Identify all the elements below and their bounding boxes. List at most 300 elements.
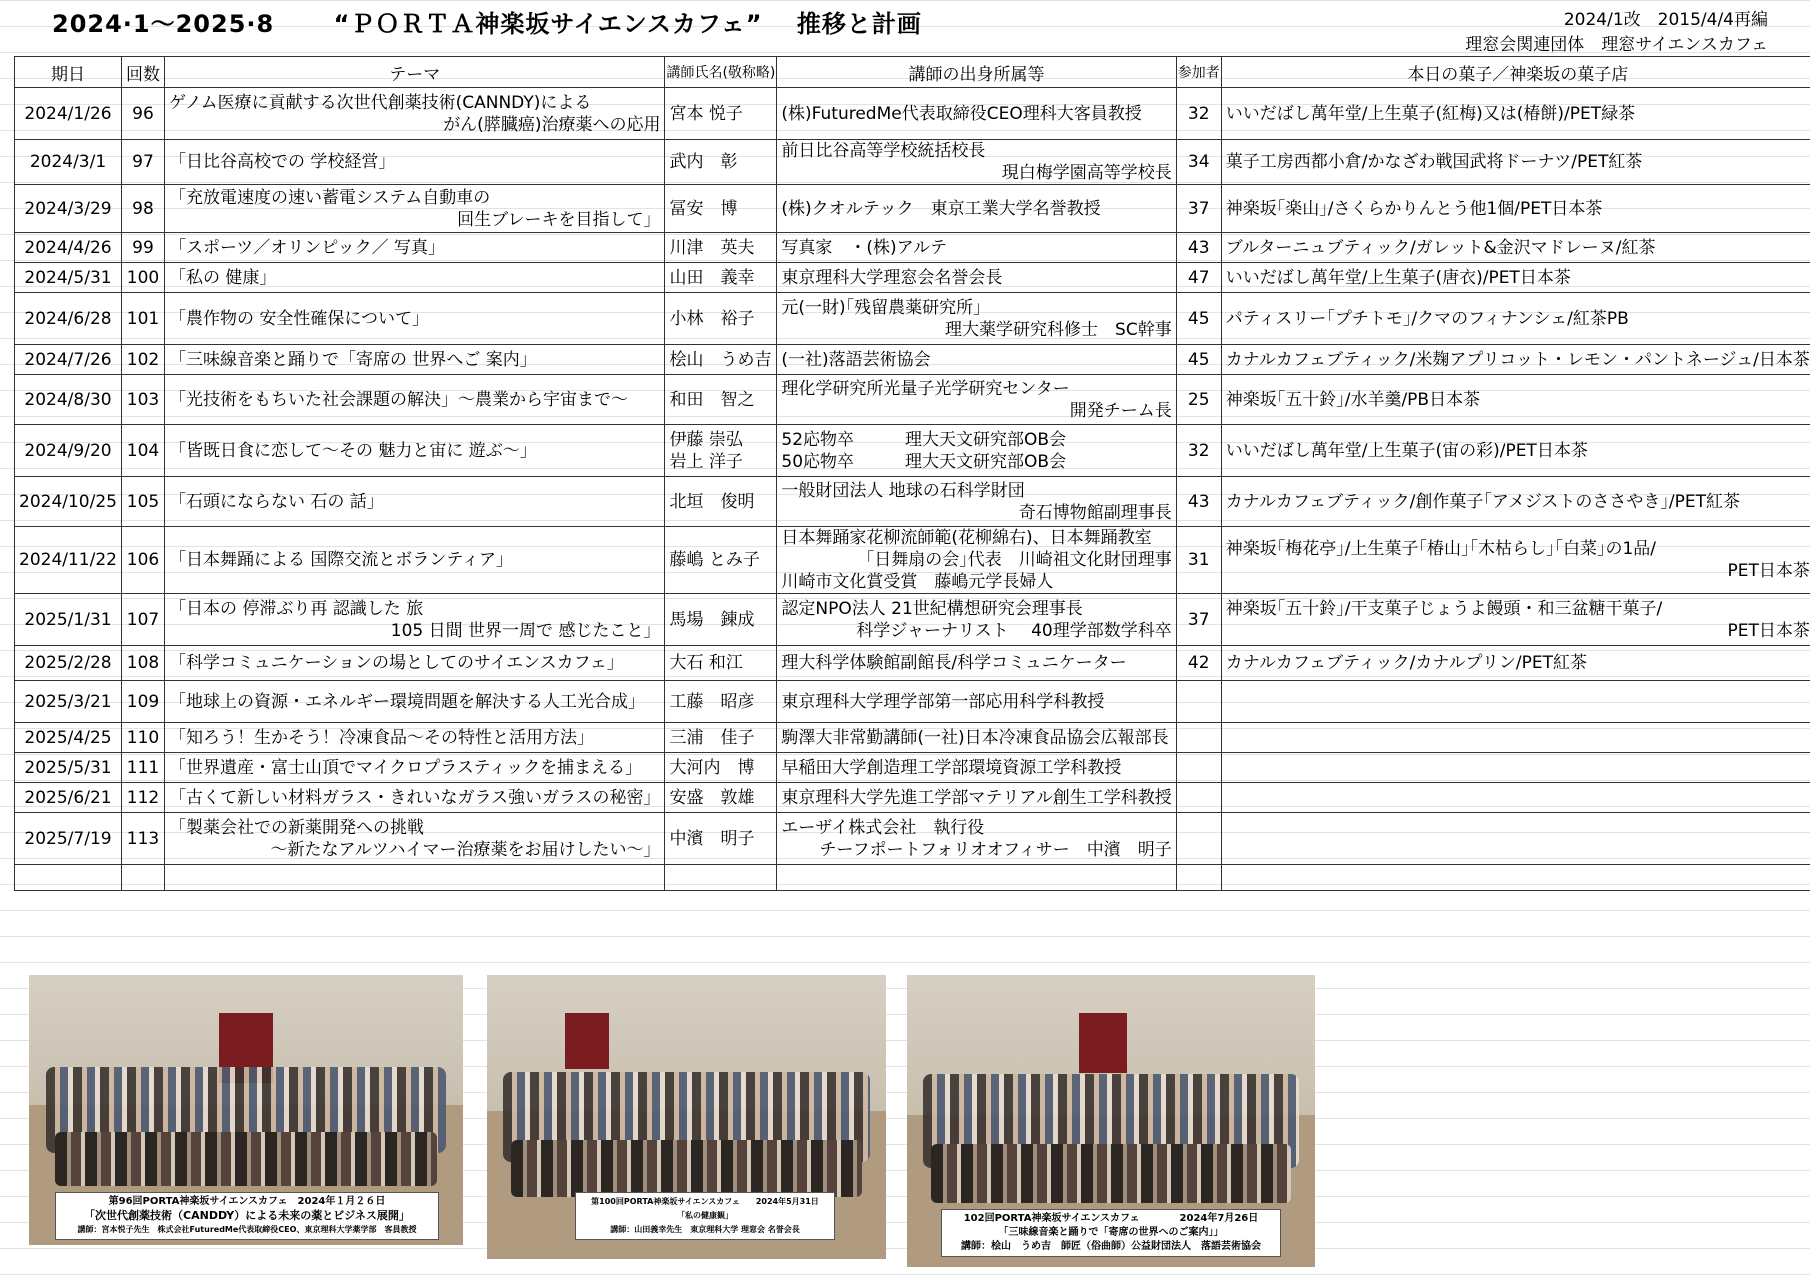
cell-date xyxy=(15,753,122,783)
cell-attendees-line: 43 xyxy=(1187,491,1210,512)
cell-number xyxy=(121,783,164,813)
cell-date xyxy=(15,594,122,646)
cell-lecturer xyxy=(665,185,777,233)
cell-lecturer-line: 伊藤 崇弘 xyxy=(669,429,743,450)
cell-date-line: 2024/8/30 xyxy=(24,389,112,410)
empty-cell xyxy=(665,865,777,891)
cell-sweets xyxy=(1221,185,1810,233)
cell-sweets xyxy=(1221,233,1810,263)
cell-date-line: 2024/1/26 xyxy=(24,103,112,124)
cell-lecturer-line: 工藤 昭彦 xyxy=(669,691,755,712)
photo-strip xyxy=(0,975,1810,1275)
cell-affiliation-line: 東京理科大学理窓会名誉会長 xyxy=(781,267,1003,288)
cell-affiliation xyxy=(777,723,1176,753)
cell-attendees xyxy=(1176,681,1221,723)
cell-number-line: 102 xyxy=(126,349,160,370)
cell-date-line: 2025/5/31 xyxy=(24,757,112,778)
cell-theme-line: 「科学コミュニケーションの場としてのサイエンスカフェ」 xyxy=(168,653,624,673)
cell-date xyxy=(15,723,122,753)
cell-theme-line: 「日比谷高校での 学校経営」 xyxy=(168,152,396,172)
cell-date-line: 2024/3/29 xyxy=(24,198,112,219)
cell-sweets xyxy=(1221,345,1810,375)
cell-attendees xyxy=(1176,263,1221,293)
col-header-sweets: 本日の菓子／神楽坂の菓子店 xyxy=(1221,57,1810,88)
cell-date-line: 2024/4/26 xyxy=(24,237,112,258)
cell-number xyxy=(121,477,164,527)
cell-theme xyxy=(164,813,664,865)
cell-number-line: 106 xyxy=(126,550,160,570)
revision-date: 2024/1改 2015/4/4再編 xyxy=(1563,10,1768,30)
cell-attendees xyxy=(1176,293,1221,345)
cell-sweets xyxy=(1221,723,1810,753)
cell-affiliation-line: (一社)落語芸術協会 xyxy=(781,349,931,370)
cell-lecturer xyxy=(665,233,777,263)
cell-lecturer-line: 藤嶋 とみ子 xyxy=(669,550,760,570)
empty-cell xyxy=(15,865,122,891)
table-row xyxy=(15,375,1810,425)
cell-affiliation-line: 科学ジャーナリスト 40理学部数学科卒 xyxy=(856,620,1172,641)
cell-sweets xyxy=(1221,813,1810,865)
table-row xyxy=(15,140,1810,185)
cell-date xyxy=(15,527,122,594)
cell-sweets-line: ブルターニュブティック/ガレット&金沢マドレーヌ/紅茶 xyxy=(1225,237,1656,258)
cell-sweets xyxy=(1221,681,1810,723)
cell-lecturer xyxy=(665,594,777,646)
cell-affiliation-line: ｢日舞扇の会｣代表 川崎祖文化財団理事 xyxy=(865,550,1172,570)
cell-sweets-line: カナルカフェブティック/創作菓子｢アメジストのささやき｣/PET紅茶 xyxy=(1225,491,1740,512)
cell-date-line: 2024/3/1 xyxy=(29,152,107,172)
cell-affiliation xyxy=(777,375,1176,425)
cell-date-line: 2024/7/26 xyxy=(24,349,112,370)
cell-affiliation xyxy=(777,753,1176,783)
cell-sweets-line: PET日本茶 xyxy=(1727,620,1810,641)
cell-attendees xyxy=(1176,646,1221,681)
cell-affiliation xyxy=(777,477,1176,527)
cell-affiliation-line: 50応物卒 理大天文研究部OB会 xyxy=(781,451,1067,472)
cell-sweets-line: 神楽坂｢楽山｣/さくらかりんとう他1個/PET日本茶 xyxy=(1225,198,1603,219)
cell-lecturer xyxy=(665,783,777,813)
caption-line: 講師：宮本悦子先生 株式会社FuturedMe代表取締役CEO、東京理科大学薬学部 客員教授 xyxy=(77,1225,417,1234)
cell-theme xyxy=(164,425,664,477)
cell-date xyxy=(15,813,122,865)
col-header-affiliation: 講師の出身所属等 xyxy=(777,57,1176,88)
organization: 理窓会関連団体 理窓サイエンスカフェ xyxy=(1465,35,1768,55)
cell-lecturer-line: 大石 和江 xyxy=(669,653,743,673)
cell-sweets-line: 神楽坂｢梅花亭｣/上生菓子｢椿山｣｢木枯らし｣｢白菜｣の1品/ xyxy=(1225,539,1656,559)
cell-attendees xyxy=(1176,88,1221,140)
cell-affiliation-line: 一般財団法人 地球の石科学財団 xyxy=(781,480,1025,501)
cell-sweets-line: いいだばし萬年堂/上生菓子(唐衣)/PET日本茶 xyxy=(1225,267,1571,288)
cell-number-line: 109 xyxy=(126,691,160,712)
cell-theme xyxy=(164,140,664,185)
col-header-date: 期日 xyxy=(15,57,122,88)
cell-theme-line: ゲノム医療に貢献する次世代創薬技術(CANNDY)による xyxy=(168,92,592,113)
cell-theme xyxy=(164,723,664,753)
cell-number-line: 104 xyxy=(126,440,160,461)
col-header-number: 回数 xyxy=(121,57,164,88)
cell-number xyxy=(121,140,164,185)
cell-date xyxy=(15,345,122,375)
cell-lecturer xyxy=(665,345,777,375)
table-row xyxy=(15,527,1810,594)
cell-theme xyxy=(164,233,664,263)
cell-affiliation-line: 前日比谷高等学校統括校長 xyxy=(781,141,986,161)
cell-sweets-line: 菓子工房西都小倉/かなざわ戦国武将ドーナツ/PET紅茶 xyxy=(1225,152,1643,172)
cell-affiliation xyxy=(777,425,1176,477)
cell-attendees xyxy=(1176,477,1221,527)
cell-theme-line: 「製薬会社での新薬開発への挑戦 xyxy=(168,817,424,838)
cell-lecturer xyxy=(665,293,777,345)
cell-sweets-line: カナルカフェブティック/カナルプリン/PET紅茶 xyxy=(1225,653,1587,673)
cell-lecturer-line: 冨安 博 xyxy=(669,198,738,219)
cell-number xyxy=(121,375,164,425)
cell-lecturer xyxy=(665,263,777,293)
banner-flag xyxy=(1079,1013,1127,1073)
cell-number xyxy=(121,646,164,681)
cell-attendees-line: 42 xyxy=(1187,653,1210,673)
cell-theme-line: 「日本の 停滞ぶり再 認識した 旅 xyxy=(168,598,424,619)
cell-affiliation-line: 東京理科大学先進工学部マテリアル創生工学科教授 xyxy=(781,787,1172,808)
cell-lecturer xyxy=(665,646,777,681)
cell-lecturer-line: 中濱 明子 xyxy=(669,828,755,849)
table-row xyxy=(15,594,1810,646)
cell-sweets xyxy=(1221,140,1810,185)
crowd-front-row xyxy=(931,1144,1290,1202)
table-row xyxy=(15,185,1810,233)
cell-affiliation-line: 認定NPO法人 21世紀構想研究会理事長 xyxy=(781,598,1083,619)
cell-affiliation-line: 日本舞踊家花柳流師範(花柳綿右)、日本舞踊教室 xyxy=(781,528,1152,548)
cell-sweets xyxy=(1221,527,1810,594)
cell-theme xyxy=(164,293,664,345)
cell-affiliation xyxy=(777,185,1176,233)
cell-lecturer-line: 三浦 佳子 xyxy=(669,727,755,748)
table-row xyxy=(15,263,1810,293)
cell-affiliation-line: (株)FuturedMe代表取締役CEO理科大客員教授 xyxy=(781,103,1142,124)
cell-number xyxy=(121,293,164,345)
empty-cell xyxy=(1221,865,1810,891)
cell-affiliation xyxy=(777,140,1176,185)
cell-sweets xyxy=(1221,425,1810,477)
cell-attendees-line: 25 xyxy=(1187,389,1210,410)
event-photo-100 xyxy=(487,975,886,1259)
cell-number xyxy=(121,233,164,263)
cell-date xyxy=(15,293,122,345)
cell-affiliation-line: 開発チーム長 xyxy=(1069,400,1172,421)
cell-lecturer xyxy=(665,753,777,783)
caption-line: 第96回PORTA神楽坂サイエンスカフェ 2024年１月２６日 xyxy=(108,1196,386,1207)
page-title: 2024·1～2025·8 “ＰＯＲＴＡ神楽坂サイエンスカフェ” 推移と計画 xyxy=(52,10,922,38)
cell-lecturer xyxy=(665,140,777,185)
cell-date xyxy=(15,375,122,425)
cell-theme xyxy=(164,783,664,813)
cell-attendees xyxy=(1176,723,1221,753)
cell-lecturer xyxy=(665,88,777,140)
photo-caption xyxy=(941,1209,1281,1257)
cell-lecturer xyxy=(665,723,777,753)
cell-attendees-line: 32 xyxy=(1187,440,1210,461)
cell-theme-line: 回生ブレーキを目指して」 xyxy=(457,209,661,230)
cell-sweets xyxy=(1221,594,1810,646)
cell-theme-line: 「光技術をもちいた社会課題の解決」～農業から宇宙まで～ xyxy=(168,389,628,410)
cell-theme-line: 「私の 健康」 xyxy=(168,267,277,288)
cell-date-line: 2025/6/21 xyxy=(24,787,112,808)
cell-lecturer-line: 大河内 博 xyxy=(669,757,755,778)
table-row xyxy=(15,753,1810,783)
cell-date xyxy=(15,477,122,527)
cell-date-line: 2024/6/28 xyxy=(24,308,112,329)
cell-lecturer-line: 宮本 悦子 xyxy=(669,103,743,124)
cell-date xyxy=(15,88,122,140)
cell-number xyxy=(121,263,164,293)
col-header-attendees: 参加者 xyxy=(1176,57,1221,88)
cell-lecturer xyxy=(665,375,777,425)
cell-theme xyxy=(164,375,664,425)
cell-sweets xyxy=(1221,88,1810,140)
cell-sweets-line: パティスリー｢プチトモ｣/クマのフィナンシェ/紅茶PB xyxy=(1225,308,1629,329)
cell-attendees xyxy=(1176,375,1221,425)
cell-number-line: 101 xyxy=(126,308,160,329)
cell-affiliation xyxy=(777,813,1176,865)
cell-affiliation-line: 川崎市文化賞受賞 藤嶋元学長婦人 xyxy=(781,572,1054,592)
cell-attendees-line: 47 xyxy=(1187,267,1210,288)
cell-date-line: 2024/9/20 xyxy=(24,440,112,461)
col-header-lecturer: 講師氏名(敬称略) xyxy=(665,57,777,88)
cell-lecturer-line: 桧山 うめ吉 xyxy=(669,349,772,370)
table-row xyxy=(15,425,1810,477)
cell-number xyxy=(121,753,164,783)
cell-number xyxy=(121,425,164,477)
table-row xyxy=(15,681,1810,723)
cell-lecturer xyxy=(665,813,777,865)
cell-attendees-line: 37 xyxy=(1187,609,1210,630)
caption-line: 講師：桧山 うめ吉 師匠（俗曲師）公益財団法人 落語芸術協会 xyxy=(961,1241,1261,1252)
cell-attendees xyxy=(1176,527,1221,594)
cell-date xyxy=(15,681,122,723)
cell-number-line: 113 xyxy=(126,828,160,849)
cell-date-line: 2025/1/31 xyxy=(24,609,112,630)
table-row xyxy=(15,783,1810,813)
cell-attendees xyxy=(1176,425,1221,477)
caption-line: 「私の健康観」 xyxy=(677,1211,733,1220)
table-row xyxy=(15,723,1810,753)
empty-cell xyxy=(164,865,664,891)
cell-date-line: 2025/4/25 xyxy=(24,727,112,748)
cell-date-line: 2025/3/21 xyxy=(24,691,112,712)
cell-sweets xyxy=(1221,783,1810,813)
cell-attendees-line: 45 xyxy=(1187,308,1210,329)
cell-number xyxy=(121,88,164,140)
cell-attendees xyxy=(1176,185,1221,233)
cell-affiliation-line: 駒澤大非常勤講師(一社)日本冷凍食品協会広報部長 xyxy=(781,727,1169,748)
cell-date-line: 2024/10/25 xyxy=(19,491,117,512)
cell-date xyxy=(15,646,122,681)
cell-lecturer xyxy=(665,681,777,723)
cell-theme xyxy=(164,345,664,375)
cell-number-line: 111 xyxy=(126,757,160,778)
cell-theme-line: 105 日間 世界一周で 感じたこと」 xyxy=(390,620,661,641)
cell-sweets xyxy=(1221,753,1810,783)
cell-lecturer xyxy=(665,425,777,477)
cell-number xyxy=(121,527,164,594)
cell-attendees xyxy=(1176,753,1221,783)
cell-theme xyxy=(164,263,664,293)
cell-affiliation xyxy=(777,681,1176,723)
empty-cell xyxy=(777,865,1176,891)
caption-line: 「次世代創薬技術（CANDDY）による未来の薬とビジネス展開」 xyxy=(84,1209,410,1222)
cell-attendees-line: 32 xyxy=(1187,103,1210,124)
empty-cell xyxy=(1176,865,1221,891)
cell-lecturer-line: 安盛 敦雄 xyxy=(669,787,755,808)
cell-theme xyxy=(164,527,664,594)
cell-sweets xyxy=(1221,293,1810,345)
cell-number-line: 97 xyxy=(132,152,154,172)
cell-affiliation-line: (株)クオルテック 東京工業大学名誉教授 xyxy=(781,198,1101,219)
cell-number-line: 99 xyxy=(132,237,154,258)
cell-theme-line: 「スポーツ／オリンピック／ 写真」 xyxy=(168,237,446,258)
cell-number xyxy=(121,723,164,753)
cell-theme-line: 「日本舞踊による 国際交流とボランティア」 xyxy=(168,550,514,570)
col-header-theme: テーマ xyxy=(164,57,664,88)
table-row xyxy=(15,646,1810,681)
crowd-front-row xyxy=(55,1132,437,1186)
cell-number-line: 107 xyxy=(126,609,160,630)
event-photo-96 xyxy=(29,975,463,1245)
cell-number xyxy=(121,345,164,375)
table-row xyxy=(15,477,1810,527)
caption-line: 102回PORTA神楽坂サイエンスカフェ 2024年7月26日 xyxy=(963,1213,1259,1224)
cell-date xyxy=(15,233,122,263)
crowd-front-row xyxy=(511,1140,862,1197)
cell-date xyxy=(15,263,122,293)
cell-number-line: 96 xyxy=(132,103,154,124)
cell-attendees-line: 45 xyxy=(1187,349,1210,370)
cell-date xyxy=(15,185,122,233)
cell-theme-line: 「地球上の資源・エネルギー環境問題を解決する人工光合成」 xyxy=(168,691,645,712)
table-header-row xyxy=(15,57,1810,88)
cell-theme-line: 「世界遺産・富士山頂でマイクロプラスティックを捕まえる」 xyxy=(168,757,643,778)
cell-number-line: 105 xyxy=(126,491,160,512)
cell-number xyxy=(121,813,164,865)
cell-lecturer-line: 北垣 俊明 xyxy=(669,491,755,512)
cell-affiliation-line: 理大科学体験館副館長/科学コミュニケーター xyxy=(781,653,1127,673)
cell-affiliation-line: 写真家 ・(株)アルテ xyxy=(781,237,947,258)
cell-attendees xyxy=(1176,233,1221,263)
cell-affiliation-line: チーフポートフォリオオフィサー 中濱 明子 xyxy=(819,839,1172,860)
cell-sweets-line: いいだばし萬年堂/上生菓子(宙の彩)/PET日本茶 xyxy=(1225,440,1588,461)
schedule-table xyxy=(14,56,1810,891)
cell-affiliation xyxy=(777,783,1176,813)
cell-affiliation-line: エーザイ株式会社 執行役 xyxy=(781,817,985,838)
table-row-empty xyxy=(15,865,1810,891)
event-photo-102 xyxy=(907,975,1315,1267)
cell-lecturer xyxy=(665,477,777,527)
cell-lecturer-line: 岩上 洋子 xyxy=(669,451,743,472)
cell-lecturer-line: 小林 裕子 xyxy=(669,308,755,329)
cell-date xyxy=(15,425,122,477)
cell-sweets xyxy=(1221,263,1810,293)
cell-attendees-line: 43 xyxy=(1187,237,1210,258)
cell-theme-line: 「三味線音楽と踊りで「寄席の 世界へご 案内」 xyxy=(168,349,537,370)
revision-info xyxy=(1465,8,1768,58)
cell-theme-line: 「知ろう！生かそう！冷凍食品～その特性と活用方法」 xyxy=(168,727,594,748)
cell-sweets-line: いいだばし萬年堂/上生菓子(紅梅)又は(椿餅)/PET緑茶 xyxy=(1225,103,1636,124)
cell-theme xyxy=(164,646,664,681)
cell-affiliation-line: 52応物卒 理大天文研究部OB会 xyxy=(781,429,1067,450)
cell-affiliation-line: 理化学研究所光量子光学研究センター xyxy=(781,378,1070,399)
cell-affiliation-line: 奇石博物館副理事長 xyxy=(1018,502,1172,523)
table-row xyxy=(15,293,1810,345)
empty-cell xyxy=(121,865,164,891)
cell-date-line: 2025/7/19 xyxy=(24,828,112,849)
cell-sweets xyxy=(1221,375,1810,425)
cell-affiliation xyxy=(777,345,1176,375)
cell-affiliation-line: 早稲田大学創造理工学部環境資源工学科教授 xyxy=(781,757,1122,778)
cell-lecturer-line: 和田 智之 xyxy=(669,389,755,410)
cell-date-line: 2024/5/31 xyxy=(24,267,112,288)
cell-theme xyxy=(164,477,664,527)
cell-attendees xyxy=(1176,140,1221,185)
cell-theme xyxy=(164,594,664,646)
cell-sweets-line: 神楽坂｢五十鈴｣/干支菓子じょうよ饅頭・和三盆糖干菓子/ xyxy=(1225,598,1663,619)
cell-theme xyxy=(164,681,664,723)
cell-lecturer-line: 川津 英夫 xyxy=(669,237,755,258)
photo-caption xyxy=(575,1192,835,1240)
cell-number-line: 100 xyxy=(126,267,160,288)
cell-affiliation-line: 元(一財)｢残留農薬研究所｣ xyxy=(781,297,982,318)
caption-line: 第100回PORTA神楽坂サイエンスカフェ 2024年5月31日 xyxy=(591,1197,819,1206)
cell-number-line: 108 xyxy=(126,653,160,673)
cell-theme-line: 「充放電速度の速い蓄電システム自動車の xyxy=(168,187,491,208)
cell-affiliation xyxy=(777,527,1176,594)
cell-attendees-line: 31 xyxy=(1187,550,1210,570)
cell-number xyxy=(121,681,164,723)
cell-affiliation xyxy=(777,233,1176,263)
cell-theme xyxy=(164,88,664,140)
cell-affiliation-line: 東京理科大学理学部第一部応用科学科教授 xyxy=(781,691,1105,712)
cell-theme-line: 「皆既日食に恋して〜その 魅力と宙に 遊ぶ～」 xyxy=(168,440,537,461)
cell-attendees xyxy=(1176,345,1221,375)
cell-sweets-line: PET日本茶 xyxy=(1727,561,1810,581)
cell-number-line: 98 xyxy=(132,198,154,219)
cell-lecturer-line: 馬場 錬成 xyxy=(669,609,755,630)
banner-flag xyxy=(565,1013,609,1069)
cell-lecturer xyxy=(665,527,777,594)
cell-sweets xyxy=(1221,477,1810,527)
cell-affiliation-line: 理大薬学研究科修士 SC幹事 xyxy=(945,319,1172,340)
cell-affiliation xyxy=(777,646,1176,681)
cell-affiliation-line: 現白梅学園高等学校長 xyxy=(1001,163,1172,183)
cell-affiliation xyxy=(777,293,1176,345)
table-row xyxy=(15,88,1810,140)
cell-theme-line: ～新たなアルツハイマー治療薬をお届けしたい～」 xyxy=(270,839,661,860)
cell-attendees xyxy=(1176,594,1221,646)
cell-lecturer-line: 武内 彰 xyxy=(669,152,738,172)
cell-date xyxy=(15,140,122,185)
cell-theme-line: 「古くて新しい材料ガラス・きれいなガラス強いガラスの秘密」 xyxy=(168,787,661,808)
cell-date xyxy=(15,783,122,813)
table-row xyxy=(15,345,1810,375)
table-row xyxy=(15,233,1810,263)
table-row xyxy=(15,813,1810,865)
cell-sweets-line: 神楽坂｢五十鈴｣/水羊羹/PB日本茶 xyxy=(1225,389,1481,410)
cell-attendees-line: 37 xyxy=(1187,198,1210,219)
caption-line: 「三味線音楽と踊りで「寄席の世界へのご案内」」 xyxy=(998,1227,1224,1238)
cell-number xyxy=(121,594,164,646)
cell-sweets xyxy=(1221,646,1810,681)
cell-date-line: 2024/11/22 xyxy=(19,550,117,570)
cell-theme-line: がん(膵臓癌)治療薬への応用 xyxy=(443,114,661,135)
cell-number-line: 110 xyxy=(126,727,160,748)
